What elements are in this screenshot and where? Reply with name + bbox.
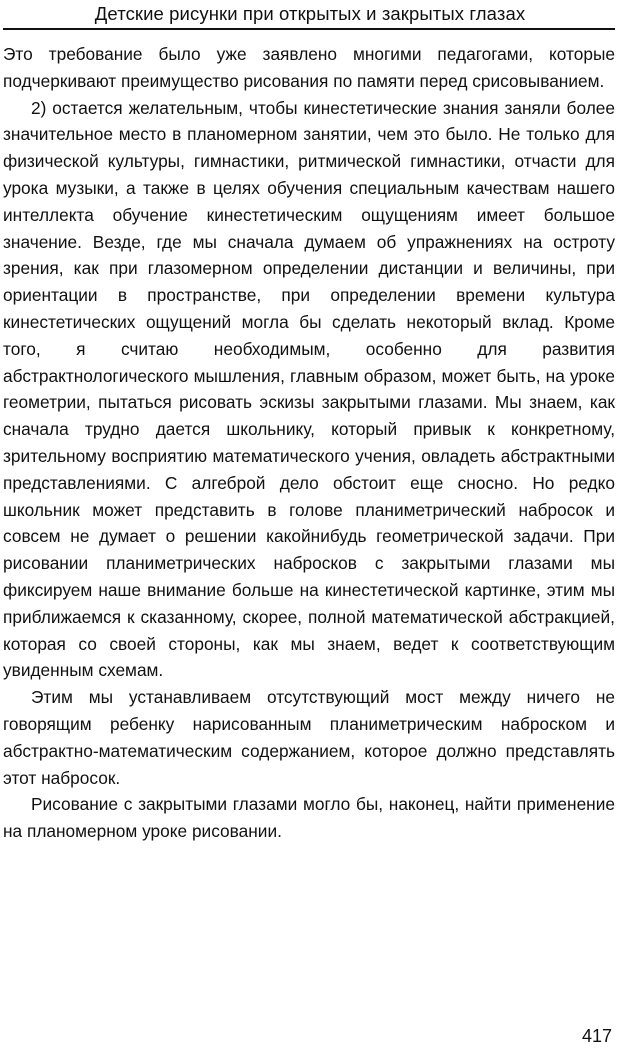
page-number: 417 <box>581 1026 612 1046</box>
paragraph: 2) остается желательным, чтобы кинестетические знания заняли более значительное место в планомерном занятии, чем это было. Не только для физической культуры, гимнастики, ритмической гимнастики, отчасти для урока музыки, а также в целях обучения специальным качествам нашего интеллекта обучение кинестетическим ощущениям имеет большое значение. Везде, где мы сначала думаем об упражнениях на остроту зрения, как при глазомерном определении дистанции и величины, при ориентации в пространстве, при определении времени культура кинестетических ощущений могла бы сделать некоторый вклад. Кроме того, я считаю необходимым, особенно для развития абстрактнологического мышления, главным образом, может быть, на уроке геометрии, пытаться рисовать эскизы закрытыми глазами. Мы знаем, как сначала трудно дается школьнику, который привык к конкретному, зрительному восприятию математического учения, овладеть абстрактными представлениями. С алгеброй дело обстоит еще сносно. Но редко школьник может представить в голове планиметрический набросок и совсем не думает о решении какойнибудь геометрической задачи. При рисовании планиметрических набросков с закрытыми глазами мы фиксируем наше внимание больше на кинестетической картинке, этим мы приближаемся к сказанному, скорее, полной математической абстракцией, которая со своей стороны, как мы знаем, ведет к соответствующим увиденным схемам. <box>3 97 615 681</box>
body-text <box>3 41 615 845</box>
paragraph: Рисование с закрытыми глазами могло бы, наконец, найти применение на планомерном уроке рисовании. <box>3 794 615 842</box>
running-head: Детские рисунки при открытых и закрытых глазах <box>94 3 526 24</box>
header-rule <box>3 28 615 30</box>
paragraph: Это требование было уже заявлено многими педагогами, которые подчеркивают преимущество рисования по памяти перед срисовыванием. <box>3 44 615 91</box>
paragraph: Этим мы устанавливаем отсутствующий мост между ничего не говорящим ребенку нарисованным планиметрическим наброском и абстрактно-математическим содержанием, которое должно представлять этот набросок. <box>3 687 615 788</box>
